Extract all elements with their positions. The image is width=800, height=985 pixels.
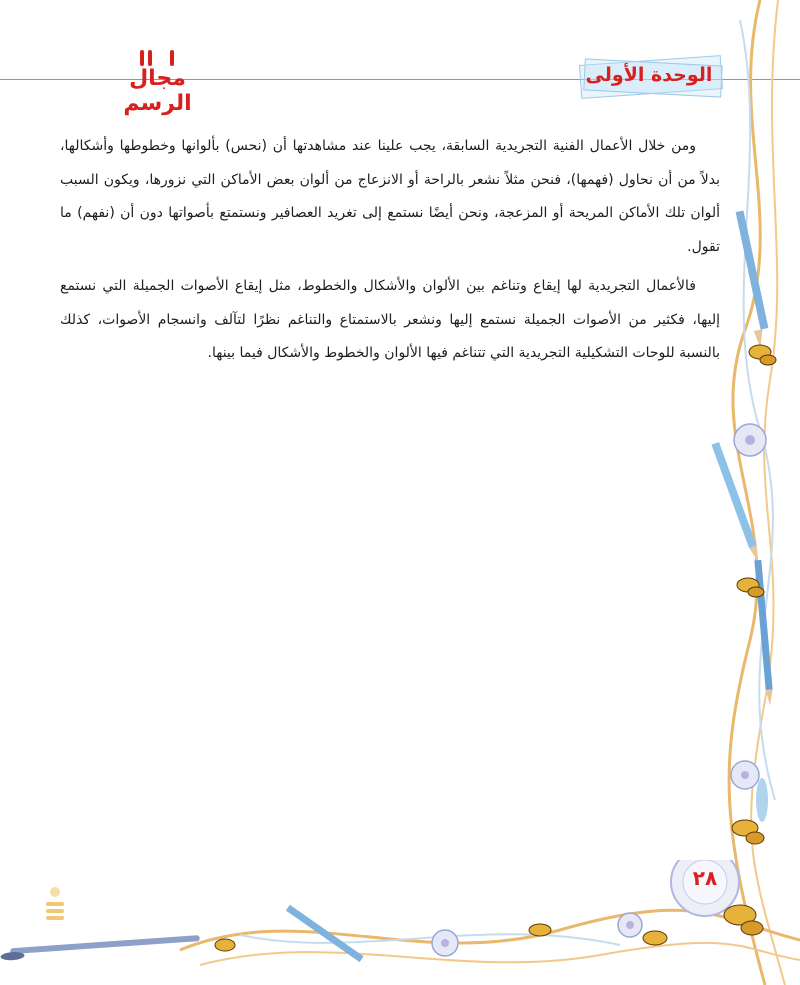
field-title-text: مجال الرسم [123, 66, 192, 116]
flower-icon [731, 761, 759, 789]
title-tick-icon [140, 50, 144, 66]
pencil-icon [711, 442, 762, 563]
flower-icon [734, 424, 766, 456]
butterfly-icon [749, 345, 776, 365]
field-title [100, 66, 215, 116]
butterfly-icon [732, 820, 764, 844]
butterfly-icon [724, 905, 763, 935]
flower-icon [432, 930, 458, 956]
publisher-logo-icon [40, 880, 70, 930]
right-floral-border-icon [690, 0, 800, 985]
paintbrush-icon [0, 935, 200, 961]
butterfly-icon [643, 931, 667, 945]
pencil-icon [286, 905, 364, 962]
butterfly-icon [529, 924, 551, 936]
paragraph: فالأعمال التجريدية لها إيقاع وتناغم بين الألوان والأشكال والخطوط، مثل إيقاع الأصوات الجميلة التي نستمع إليها، فكثير من الأصوات الجميلة نستمع إليها ونشعر بالاستمتاع والتناغم نظرًا لتآلف وانسجام الأصوات، كذلك بالنسبة للوحات التشكيلية التجريدية التي تتناغم فيها الألوان والخطوط والأشكال فيما بينها. [60, 278, 720, 361]
title-tick-icon [148, 50, 152, 66]
pencil-icon [736, 210, 769, 348]
body-text [60, 130, 720, 371]
flower-icon [618, 913, 642, 937]
title-tick-icon [170, 50, 174, 66]
butterfly-icon [215, 939, 235, 951]
page-number: ٢٨ [692, 866, 718, 890]
paragraph: ومن خلال الأعمال الفنية التجريدية السابقة، يجب علينا عند مشاهدتها أن (نحس) بألوانها وخطوطها وأشكالها، بدلاً من أن نحاول (فهمها)، فنحن مثلاً نشعر بالراحة أو الانزعاج من ألوان بعض الأماكن التي نزورها، ويكون السبب ألوان تلك الأماكن المريحة أو المزعجة، ونحن أيضًا نستمع إلى تغريد العصافير ونستمتع بأصواتها دون أن (نفهم) ما تقول. [60, 138, 720, 255]
unit-label: الوحدة الأولى [585, 64, 713, 86]
